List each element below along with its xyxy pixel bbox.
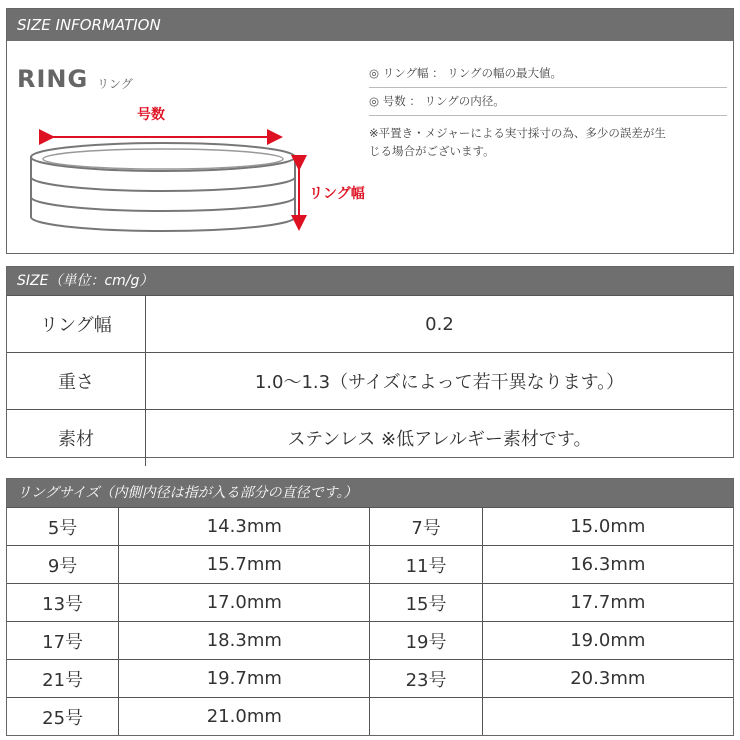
ring-size-label: 号数	[137, 107, 165, 123]
ring-diameter: 19.7mm	[119, 660, 370, 698]
ring-size-panel	[6, 478, 734, 736]
table-row	[7, 410, 733, 467]
size-key: 重さ	[7, 353, 146, 410]
table-row	[7, 698, 733, 736]
ring-diameter: 16.3mm	[482, 546, 733, 584]
size-information-header: SIZE INFORMATION	[7, 9, 733, 41]
ring-diameter: 17.0mm	[119, 584, 370, 622]
size-value: 0.2	[146, 296, 734, 353]
size-table	[7, 295, 733, 466]
ring-diameter	[482, 698, 733, 736]
table-row	[7, 584, 733, 622]
ring-number	[370, 698, 482, 736]
ring-diameter: 14.3mm	[119, 508, 370, 546]
ring-diameter: 15.7mm	[119, 546, 370, 584]
size-value: 1.0～1.3（サイズによって若干異なります。）	[146, 353, 734, 410]
ring-number: 23号	[370, 660, 482, 698]
divider	[369, 115, 727, 116]
ring-size-header: リングサイズ（内側内径は指が入る部分の直径です。）	[7, 479, 733, 507]
table-row	[7, 546, 733, 584]
ring-number: 9号	[7, 546, 119, 584]
ring-title-jp: リング	[97, 77, 133, 91]
ring-number: 17号	[7, 622, 119, 660]
size-value: ステンレス ※低アレルギー素材です。	[146, 410, 734, 467]
ring-diagram-icon	[25, 127, 355, 239]
ring-diameter: 20.3mm	[482, 660, 733, 698]
ring-number: 5号	[7, 508, 119, 546]
divider	[369, 87, 727, 88]
note-disclaimer-2: じる場合がございます。	[369, 144, 495, 158]
ring-number: 21号	[7, 660, 119, 698]
ring-width-label: リング幅	[309, 186, 365, 202]
size-header: SIZE（単位：cm/g）	[7, 267, 733, 295]
table-row	[7, 508, 733, 546]
ring-title: RING	[17, 65, 89, 93]
ring-number: 11号	[370, 546, 482, 584]
table-row	[7, 353, 733, 410]
ring-number: 7号	[370, 508, 482, 546]
ring-diameter: 15.0mm	[482, 508, 733, 546]
ring-number: 13号	[7, 584, 119, 622]
ring-diameter: 18.3mm	[119, 622, 370, 660]
table-row	[7, 296, 733, 353]
ring-number: 19号	[370, 622, 482, 660]
ring-number: 15号	[370, 584, 482, 622]
size-key: リング幅	[7, 296, 146, 353]
ring-diameter: 17.7mm	[482, 584, 733, 622]
table-row	[7, 660, 733, 698]
ring-size-table	[7, 507, 733, 735]
note-ring-width: ◎ リング幅 ： リングの幅の最大値。	[369, 66, 563, 80]
ring-number: 25号	[7, 698, 119, 736]
ring-diameter: 19.0mm	[482, 622, 733, 660]
size-information-panel	[6, 8, 734, 254]
size-key: 素材	[7, 410, 146, 467]
ring-diameter: 21.0mm	[119, 698, 370, 736]
note-ring-size: ◎ 号数 ： リングの内径。	[369, 94, 505, 108]
note-disclaimer-1: ※平置き・メジャーによる実寸採寸の為、多少の誤差が生	[369, 126, 666, 140]
size-panel	[6, 266, 734, 458]
table-row	[7, 622, 733, 660]
